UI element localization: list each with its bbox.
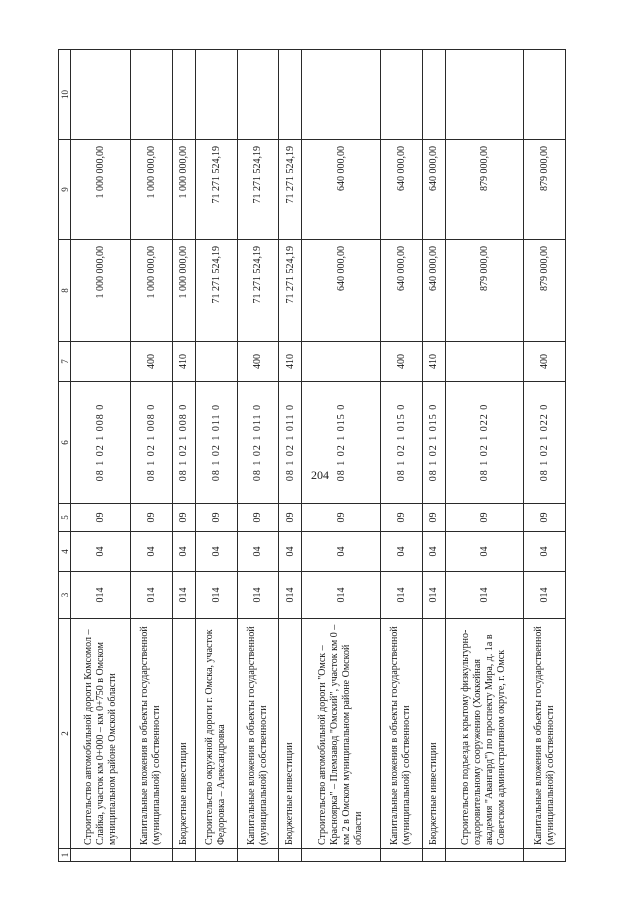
- target-article-cell: 08 1 02 1 022 0: [524, 382, 566, 504]
- amount-2025-cell: 640 000,00: [422, 140, 445, 240]
- expense-type-cell: 410: [172, 342, 195, 382]
- column-header-6: 6: [59, 382, 71, 504]
- expense-type-cell: [195, 342, 237, 382]
- subsection-code-cell: 09: [172, 504, 195, 532]
- row-index-cell: [172, 849, 195, 862]
- amount-2026-cell: [195, 50, 237, 140]
- section-code-cell: 04: [445, 532, 524, 572]
- row-index-cell: [422, 849, 445, 862]
- subsection-code-cell: 09: [445, 504, 524, 532]
- expense-type-cell: 410: [422, 342, 445, 382]
- target-article-cell: 08 1 02 1 008 0: [131, 382, 173, 504]
- expense-type-cell: 400: [380, 342, 422, 382]
- section-code-cell: 04: [380, 532, 422, 572]
- section-code-cell: 04: [422, 532, 445, 572]
- subsection-code-cell: 09: [237, 504, 279, 532]
- section-code-cell: 04: [71, 532, 131, 572]
- subsection-code-cell: 09: [380, 504, 422, 532]
- subsection-code-cell: 09: [302, 504, 381, 532]
- section-code-cell: 04: [195, 532, 237, 572]
- page-number: 204: [311, 468, 329, 482]
- item-description-cell: Бюджетные инвестиции: [422, 619, 445, 849]
- item-description-cell: Капитальные вложения в объекты государственной (муниципальной) собственности: [237, 619, 279, 849]
- row-index-cell: [279, 849, 302, 862]
- target-article-cell: 08 1 02 1 011 0: [237, 382, 279, 504]
- budget-code-cell: 014: [131, 572, 173, 619]
- row-index-cell: [237, 849, 279, 862]
- expense-type-cell: 400: [237, 342, 279, 382]
- column-header-10: 10: [59, 50, 71, 140]
- column-header-5: 5: [59, 504, 71, 532]
- amount-2025-cell: 1 000 000,00: [71, 140, 131, 240]
- budget-code-cell: 014: [302, 572, 381, 619]
- table-row: [131, 50, 173, 862]
- expense-type-cell: [71, 342, 131, 382]
- amount-2025-cell: 71 271 524,19: [279, 140, 302, 240]
- expense-type-cell: 410: [279, 342, 302, 382]
- item-description-cell: Строительство автомобильной дороги Комсомол – Слайка, участок км 0+000 – км 0+750 в Омском муниципальном районе Омской области: [71, 619, 131, 849]
- column-header-8: 8: [59, 240, 71, 342]
- budget-code-cell: 014: [380, 572, 422, 619]
- table-body: [71, 50, 566, 862]
- amount-2026-cell: [279, 50, 302, 140]
- column-header-4: 4: [59, 532, 71, 572]
- row-index-cell: [445, 849, 524, 862]
- row-index-cell: [195, 849, 237, 862]
- budget-code-cell: 014: [71, 572, 131, 619]
- budget-code-cell: 014: [237, 572, 279, 619]
- amount-2026-cell: [131, 50, 173, 140]
- target-article-cell: 08 1 02 1 008 0: [71, 382, 131, 504]
- target-article-cell: 08 1 02 1 022 0: [445, 382, 524, 504]
- row-index-cell: [380, 849, 422, 862]
- row-index-cell: [524, 849, 566, 862]
- expense-type-cell: 400: [131, 342, 173, 382]
- target-article-cell: 08 1 02 1 015 0: [380, 382, 422, 504]
- amount-2025-cell: 1 000 000,00: [172, 140, 195, 240]
- item-description-cell: Капитальные вложения в объекты государственной (муниципальной) собственности: [524, 619, 566, 849]
- table-row: [524, 50, 566, 862]
- column-header-2: 2: [59, 619, 71, 849]
- item-description-cell: Бюджетные инвестиции: [279, 619, 302, 849]
- table-row: [237, 50, 279, 862]
- table-row: [195, 50, 237, 862]
- column-header-9: 9: [59, 140, 71, 240]
- amount-2024-cell: 1 000 000,00: [131, 240, 173, 342]
- table-row: [71, 50, 131, 862]
- table-row: [279, 50, 302, 862]
- expense-type-cell: [445, 342, 524, 382]
- amount-2026-cell: [172, 50, 195, 140]
- target-article-cell: 08 1 02 1 015 0: [302, 382, 381, 504]
- amount-2025-cell: 640 000,00: [380, 140, 422, 240]
- section-code-cell: 04: [279, 532, 302, 572]
- subsection-code-cell: 09: [71, 504, 131, 532]
- subsection-code-cell: 09: [131, 504, 173, 532]
- row-index-cell: [302, 849, 381, 862]
- column-header-7: 7: [59, 342, 71, 382]
- table-row: [380, 50, 422, 862]
- amount-2024-cell: 71 271 524,19: [237, 240, 279, 342]
- amount-2024-cell: 879 000,00: [524, 240, 566, 342]
- budget-code-cell: 014: [524, 572, 566, 619]
- amount-2024-cell: 640 000,00: [422, 240, 445, 342]
- budget-code-cell: 014: [195, 572, 237, 619]
- section-code-cell: 04: [524, 532, 566, 572]
- budget-code-cell: 014: [279, 572, 302, 619]
- expense-type-cell: [302, 342, 381, 382]
- section-code-cell: 04: [131, 532, 173, 572]
- amount-2024-cell: 640 000,00: [302, 240, 381, 342]
- row-index-cell: [71, 849, 131, 862]
- amount-2026-cell: [380, 50, 422, 140]
- subsection-code-cell: 09: [524, 504, 566, 532]
- amount-2026-cell: [71, 50, 131, 140]
- target-article-cell: 08 1 02 1 011 0: [195, 382, 237, 504]
- item-description-cell: Капитальные вложения в объекты государственной (муниципальной) собственности: [380, 619, 422, 849]
- item-description-cell: Строительство подъезда к крытому физкультурно-оздоровительному сооружению (Хоккейная академия "Авангард") по проспекту Мира, д. 1а в Советском административном округе, г. Омск: [445, 619, 524, 849]
- item-description-cell: Строительство окружной дороги г. Омска, участок Федоровка – Александровка: [195, 619, 237, 849]
- item-description-cell: Капитальные вложения в объекты государственной (муниципальной) собственности: [131, 619, 173, 849]
- amount-2025-cell: 879 000,00: [524, 140, 566, 240]
- amount-2026-cell: [524, 50, 566, 140]
- budget-code-cell: 014: [172, 572, 195, 619]
- row-index-cell: [131, 849, 173, 862]
- item-description-cell: Строительство автомобильной дороги "Омск – Красноярка" – Племзавод "Омский", участок км 0 – км 2 в Омском муниципальном районе Омской области: [302, 619, 381, 849]
- amount-2025-cell: 1 000 000,00: [131, 140, 173, 240]
- subsection-code-cell: 09: [195, 504, 237, 532]
- amount-2025-cell: 71 271 524,19: [195, 140, 237, 240]
- amount-2024-cell: 71 271 524,19: [195, 240, 237, 342]
- item-description-cell: Бюджетные инвестиции: [172, 619, 195, 849]
- section-code-cell: 04: [302, 532, 381, 572]
- table-row: [172, 50, 195, 862]
- column-header-3: 3: [59, 572, 71, 619]
- budget-code-cell: 014: [422, 572, 445, 619]
- amount-2024-cell: 879 000,00: [445, 240, 524, 342]
- target-article-cell: 08 1 02 1 015 0: [422, 382, 445, 504]
- subsection-code-cell: 09: [422, 504, 445, 532]
- column-header-1: 1: [59, 849, 71, 862]
- amount-2026-cell: [302, 50, 381, 140]
- target-article-cell: 08 1 02 1 011 0: [279, 382, 302, 504]
- expense-type-cell: 400: [524, 342, 566, 382]
- amount-2026-cell: [237, 50, 279, 140]
- section-code-cell: 04: [237, 532, 279, 572]
- amount-2026-cell: [422, 50, 445, 140]
- amount-2024-cell: 1 000 000,00: [71, 240, 131, 342]
- amount-2024-cell: 71 271 524,19: [279, 240, 302, 342]
- table-row: [422, 50, 445, 862]
- section-code-cell: 04: [172, 532, 195, 572]
- amount-2024-cell: 1 000 000,00: [172, 240, 195, 342]
- amount-2024-cell: 640 000,00: [380, 240, 422, 342]
- table-row: [445, 50, 524, 862]
- amount-2026-cell: [445, 50, 524, 140]
- target-article-cell: 08 1 02 1 008 0: [172, 382, 195, 504]
- budget-code-cell: 014: [445, 572, 524, 619]
- table-row: [302, 50, 381, 862]
- subsection-code-cell: 09: [279, 504, 302, 532]
- amount-2025-cell: 71 271 524,19: [237, 140, 279, 240]
- amount-2025-cell: 879 000,00: [445, 140, 524, 240]
- header-row: [59, 50, 71, 862]
- budget-table-container: [58, 50, 566, 862]
- amount-2025-cell: 640 000,00: [302, 140, 381, 240]
- budget-table: [58, 49, 566, 862]
